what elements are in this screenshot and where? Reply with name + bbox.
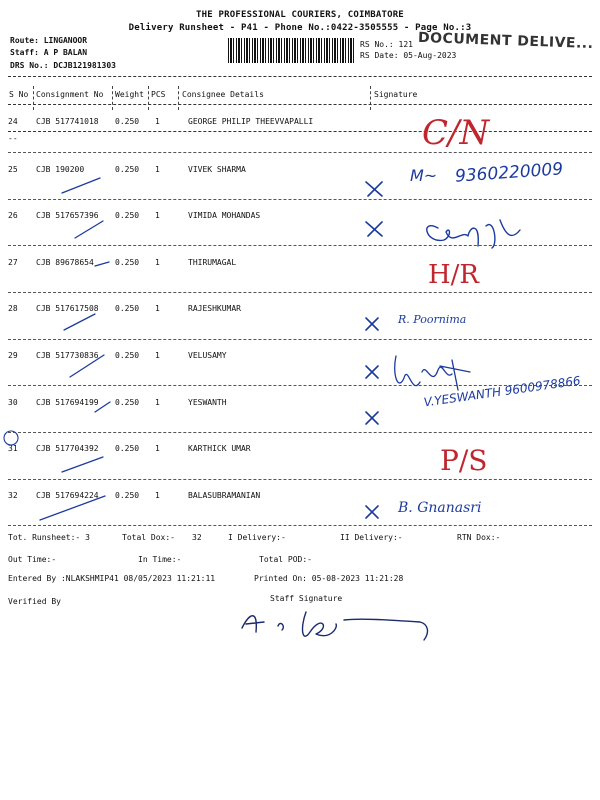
entered-by: Entered By :NLAKSHMIP41 08/05/2023 11:21:11 bbox=[8, 574, 216, 583]
check-mark bbox=[95, 402, 110, 412]
row-pcs: 1 bbox=[155, 444, 160, 453]
row-weight: 0.250 bbox=[115, 351, 140, 360]
row-pcs: 1 bbox=[155, 351, 160, 360]
check-mark bbox=[64, 314, 95, 330]
row-consignee: RAJESHKUMAR bbox=[188, 304, 241, 313]
row-sno: 26 bbox=[8, 211, 18, 220]
cross-mark bbox=[366, 366, 378, 378]
staff-signature-scribble bbox=[242, 612, 427, 640]
verified-by: Verified By bbox=[8, 597, 61, 606]
row-consignee: VELUSAMY bbox=[188, 351, 227, 360]
document-delivered-stamp: DOCUMENT DELIVE... bbox=[417, 29, 594, 53]
signature-initial: M~ bbox=[410, 166, 438, 185]
row-consignee: VIMIDA MOHANDAS bbox=[188, 211, 261, 220]
row-pcs: 1 bbox=[155, 165, 160, 174]
check-marks bbox=[4, 178, 110, 520]
cross-mark bbox=[366, 412, 378, 424]
row-pcs: 1 bbox=[155, 491, 160, 500]
row-consignment: CJB 517617508 bbox=[36, 304, 99, 313]
signature-phone: 9360220009 bbox=[454, 159, 564, 187]
rs-number: RS No.: 121 bbox=[360, 40, 413, 49]
row-weight: 0.250 bbox=[115, 444, 140, 453]
cross-mark bbox=[366, 506, 378, 518]
signature-yeswanth: V.YESWANTH 9600978866 bbox=[422, 373, 582, 410]
ii-delivery: II Delivery:- bbox=[340, 533, 403, 542]
row-consignment: CJB 517741018 bbox=[36, 117, 99, 126]
cross-mark bbox=[366, 182, 382, 196]
out-time: Out Time:- bbox=[8, 555, 57, 564]
route-label: Route: LINGANOOR bbox=[10, 36, 88, 45]
row-weight: 0.250 bbox=[115, 258, 140, 267]
row-sno: 30 bbox=[8, 398, 18, 407]
drs-label: DRS No.: DCJB121981303 bbox=[10, 61, 116, 70]
check-mark bbox=[95, 262, 109, 266]
signature-poornima: R. Poornima bbox=[398, 313, 467, 326]
staff-signature-label: Staff Signature bbox=[270, 594, 343, 603]
row-consignment: CJB 89678654 bbox=[36, 258, 94, 267]
row-weight: 0.250 bbox=[115, 491, 140, 500]
row-consignee: THIRUMAGAL bbox=[188, 258, 237, 267]
total-dox-value: 32 bbox=[192, 533, 202, 542]
row-consignment: CJB 517694199 bbox=[36, 398, 99, 407]
col-consignment: Consignment No bbox=[36, 90, 104, 99]
row-weight: 0.250 bbox=[115, 304, 140, 313]
row-consignment: CJB 517694224 bbox=[36, 491, 99, 500]
row-sno: 25 bbox=[8, 165, 18, 174]
row-sno: 31 bbox=[8, 444, 18, 453]
runsheet-subtitle: Delivery Runsheet - P41 - Phone No.:0422-3505555 - Page No.:3 bbox=[128, 23, 472, 33]
signature-cn: C/N bbox=[422, 113, 490, 153]
row-weight: 0.250 bbox=[115, 398, 140, 407]
row-sno: 27 bbox=[8, 258, 18, 267]
row-consignment: CJB 517657396 bbox=[36, 211, 99, 220]
tot-runsheet: Tot. Runsheet:- 3 bbox=[8, 533, 90, 542]
row-pcs: 1 bbox=[155, 258, 160, 267]
row-sno: 28 bbox=[8, 304, 18, 313]
row-pcs: 1 bbox=[155, 211, 160, 220]
row-marker: -- bbox=[8, 134, 18, 143]
row-sno: 32 bbox=[8, 491, 18, 500]
row-sno: 24 bbox=[8, 117, 18, 126]
col-consignee: Consignee Details bbox=[182, 90, 264, 99]
row-consignee: KARTHICK UMAR bbox=[188, 444, 251, 453]
row-consignment: CJB 517704392 bbox=[36, 444, 99, 453]
signature-hr: H/R bbox=[428, 260, 480, 290]
check-mark bbox=[62, 178, 100, 193]
check-mark bbox=[75, 221, 103, 238]
row-consignee: GEORGE PHILIP THEEVVAPALLI bbox=[188, 117, 314, 126]
company-title: THE PROFESSIONAL COURIERS, COIMBATORE bbox=[196, 10, 404, 20]
signature-scribble bbox=[427, 220, 520, 248]
signature-gnanasri: B. Gnanasri bbox=[398, 500, 482, 516]
row-consignment: CJB 190200 bbox=[36, 165, 85, 174]
cross-mark bbox=[366, 222, 382, 236]
circle-mark bbox=[4, 431, 18, 445]
total-pod: Total POD:- bbox=[259, 555, 312, 564]
row-consignee: YESWANTH bbox=[188, 398, 227, 407]
cross-marks bbox=[366, 182, 382, 518]
col-pcs: PCS bbox=[151, 90, 166, 99]
row-weight: 0.250 bbox=[115, 165, 140, 174]
staff-label: Staff: A P BALAN bbox=[10, 48, 88, 57]
row-pcs: 1 bbox=[155, 398, 160, 407]
check-mark bbox=[70, 355, 104, 377]
row-consignment: CJB 517730836 bbox=[36, 351, 99, 360]
row-consignee: VIVEK SHARMA bbox=[188, 165, 246, 174]
col-signature: Signature bbox=[374, 90, 418, 99]
in-time: In Time:- bbox=[138, 555, 182, 564]
signature-scribble bbox=[395, 356, 470, 390]
total-dox-label: Total Dox:- bbox=[122, 533, 175, 542]
rtn-dox: RTN Dox:- bbox=[457, 533, 501, 542]
row-sno: 29 bbox=[8, 351, 18, 360]
col-weight: Weight bbox=[115, 90, 144, 99]
row-pcs: 1 bbox=[155, 304, 160, 313]
rs-date: RS Date: 05-Aug-2023 bbox=[360, 51, 457, 60]
row-pcs: 1 bbox=[155, 117, 160, 126]
row-consignee: BALASUBRAMANIAN bbox=[188, 491, 261, 500]
printed-on: Printed On: 05-08-2023 11:21:28 bbox=[254, 574, 404, 583]
check-mark bbox=[62, 457, 103, 472]
cross-mark bbox=[366, 318, 378, 330]
row-weight: 0.250 bbox=[115, 211, 140, 220]
row-weight: 0.250 bbox=[115, 117, 140, 126]
col-sno: S No bbox=[9, 90, 29, 99]
signature-ps: P/S bbox=[440, 444, 488, 477]
i-delivery: I Delivery:- bbox=[228, 533, 286, 542]
check-mark bbox=[40, 496, 105, 520]
